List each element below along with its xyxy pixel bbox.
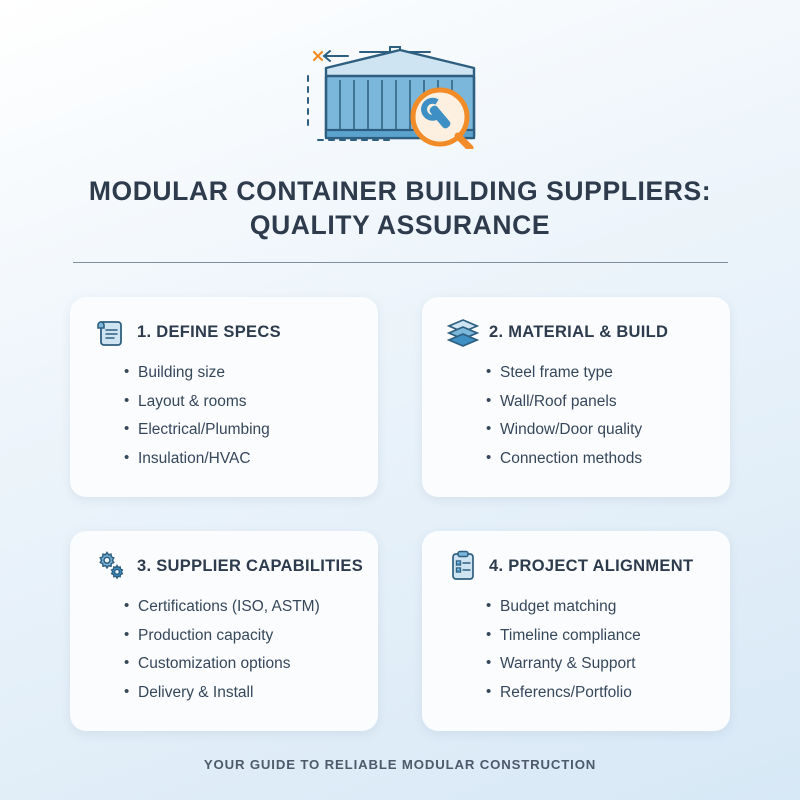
card-title: 2. MATERIAL & BUILD (489, 322, 669, 341)
card-project-alignment (422, 531, 730, 731)
list-item: • Steel frame type (486, 365, 714, 381)
card-title: 4. PROJECT ALIGNMENT (489, 556, 694, 575)
clipboard-checklist-icon (446, 549, 480, 583)
page-title-line-2: QUALITY ASSURANCE (249, 209, 551, 240)
card-supplier-capabilities (70, 531, 378, 731)
footer-tagline: YOUR GUIDE TO RELIABLE MODULAR CONSTRUCTION (203, 757, 597, 773)
list-item: • Referencs/Portfolio (486, 685, 714, 701)
title-divider (73, 262, 728, 264)
card-list (438, 599, 714, 700)
shipping-container-with-magnifier-wrench-icon (290, 24, 510, 149)
card-material-and-build (422, 297, 730, 497)
card-header (86, 315, 362, 349)
list-item: • Building size (124, 365, 362, 381)
card-header (438, 315, 714, 349)
list-item: • Electrical/Plumbing (124, 422, 362, 438)
card-title: 1. DEFINE SPECS (137, 322, 281, 341)
list-item: • Certifications (ISO, ASTM) (124, 599, 362, 615)
list-item: • Connection methods (486, 451, 714, 467)
list-item: • Delivery & Install (124, 685, 362, 701)
list-item: • Production capacity (124, 628, 362, 644)
list-item: • Insulation/HVAC (124, 451, 362, 467)
card-header (438, 549, 714, 583)
list-item: • Window/Door quality (486, 422, 714, 438)
list-item: • Timeline compliance (486, 628, 714, 644)
card-list (86, 599, 362, 700)
page-title (73, 175, 728, 263)
steps-grid (70, 297, 730, 731)
card-title: 3. SUPPLIER CAPABILITIES (137, 556, 364, 575)
list-item: • Budget matching (486, 599, 714, 615)
list-item: • Customization options (124, 656, 362, 672)
card-header (86, 549, 362, 583)
list-item: • Wall/Roof panels (486, 394, 714, 410)
card-list (86, 365, 362, 466)
card-define-specs (70, 297, 378, 497)
card-list (438, 365, 714, 466)
list-item: • Warranty & Support (486, 656, 714, 672)
stacked-layers-icon (446, 315, 480, 349)
list-item: • Layout & rooms (124, 394, 362, 410)
scroll-document-icon (94, 315, 128, 349)
gears-icon (94, 549, 128, 583)
page-title-line-1: MODULAR CONTAINER BUILDING SUPPLIERS: (88, 176, 712, 206)
